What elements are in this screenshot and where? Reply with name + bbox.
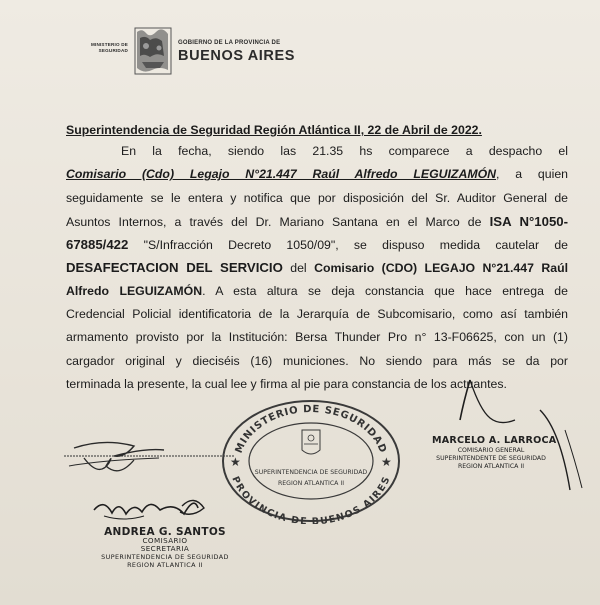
body-line (66, 280, 568, 303)
body-text: , a quien (496, 167, 568, 182)
stamp-bottom-text: PROVINCIA DE BUENOS AIRES (229, 474, 393, 524)
stamp-inner-line2: REGION ATLANTICA II (277, 480, 345, 487)
stamp-inner-line1: SUPERINTENDENCIA DE SEGURIDAD (254, 469, 368, 476)
body-line (66, 163, 568, 186)
official-stamp-icon (218, 398, 404, 524)
signatory-left-title: SUPERINTENDENCIA DE SEGURIDAD (101, 553, 229, 561)
body-text: cargador original y dieciséis (16) municiones. No siendo para más se da por (66, 353, 568, 368)
body-line (66, 210, 568, 233)
signatory-left-role: SECRETARIA (140, 544, 190, 553)
body-text: terminada la presente, la cual lee y firma al pie para constancia de los actuantes. (66, 376, 507, 391)
desafectacion-label: DESAFECTACION DEL SERVICIO (66, 260, 283, 276)
comisario-name: Alfredo LEGUIZAMÓN (66, 283, 203, 298)
body-line (66, 326, 568, 349)
svg-text:MINISTERIO DE SEGURIDAD (234, 404, 389, 455)
signatory-right-name: MARCELO A. LARROCA (432, 435, 557, 446)
body-text: seguidamente se le entera y notifica que por disposición del Sr. Auditor General de (66, 190, 568, 205)
signatory-left-rank: COMISARIO (142, 536, 188, 545)
ministerio-label: MINISTERIO DE SEGURIDAD (90, 42, 128, 53)
body-line (66, 187, 568, 210)
stamp-top-text: MINISTERIO DE SEGURIDAD (233, 403, 389, 455)
document-title: Superintendencia de Seguridad Región Atlántica II, 22 de Abril de 2022. (66, 123, 482, 137)
signatory-left (90, 528, 240, 569)
signatory-right-region: REGION ATLANTICA II (457, 463, 525, 470)
stamp-shield-icon (302, 430, 320, 454)
signatory-left-region: REGION ATLANTICA II (127, 561, 203, 569)
body-line (66, 233, 568, 256)
body-line (66, 256, 568, 279)
body-text: Asuntos Internos, a través del Dr. Mariano Santana en el Marco de (66, 214, 490, 229)
signatory-right-title: SUPERINTENDENTE DE SEGURIDAD (436, 455, 546, 462)
body-text: "S/Infracción Decreto 1050/09", se dispuso medida cautelar de (128, 238, 568, 253)
body-text: del (282, 261, 315, 276)
letterhead (78, 26, 298, 78)
isa-number-cont: 67885/422 (66, 237, 129, 253)
stamp-star-right: ★ (381, 455, 392, 469)
body-line (66, 140, 568, 163)
signatory-right (432, 437, 562, 471)
body-text: . A esta altura se deja constancia que hace entrega de (202, 283, 568, 298)
document-body (66, 140, 568, 396)
signature-line (64, 455, 234, 457)
comisario-name-underlined: Comisario (Cdo) Legajo N°21.447 Raúl Alfredo LEGUIZAMÓN (66, 167, 497, 182)
body-text: armamento provisto por la Institución: Bersa Thunder Pro n° 13-F06625, con un (1) (66, 330, 568, 345)
signatory-right-rank: COMISARIO GENERAL (457, 447, 525, 454)
body-text: Credencial Policial identificatoria de la Jerarquía de Subcomisario, como así también (66, 307, 568, 322)
stamp-star-left: ★ (230, 455, 241, 469)
buenos-aires-label: BUENOS AIRES (178, 48, 296, 64)
province-crest-icon (132, 26, 174, 76)
comisario-legajo: Comisario (CDO) LEGAJO N°21.447 Raúl (314, 261, 568, 276)
gobierno-label: GOBIERNO DE LA PROVINCIA DE (178, 40, 281, 46)
signature-left-icon (64, 418, 224, 528)
body-line (66, 303, 568, 326)
isa-number: ISA N°1050- (489, 213, 569, 229)
signatory-left-name: ANDREA G. SANTOS (104, 526, 226, 538)
body-text: En la fecha, siendo las 21.35 hs comparece a despacho el (121, 144, 568, 158)
